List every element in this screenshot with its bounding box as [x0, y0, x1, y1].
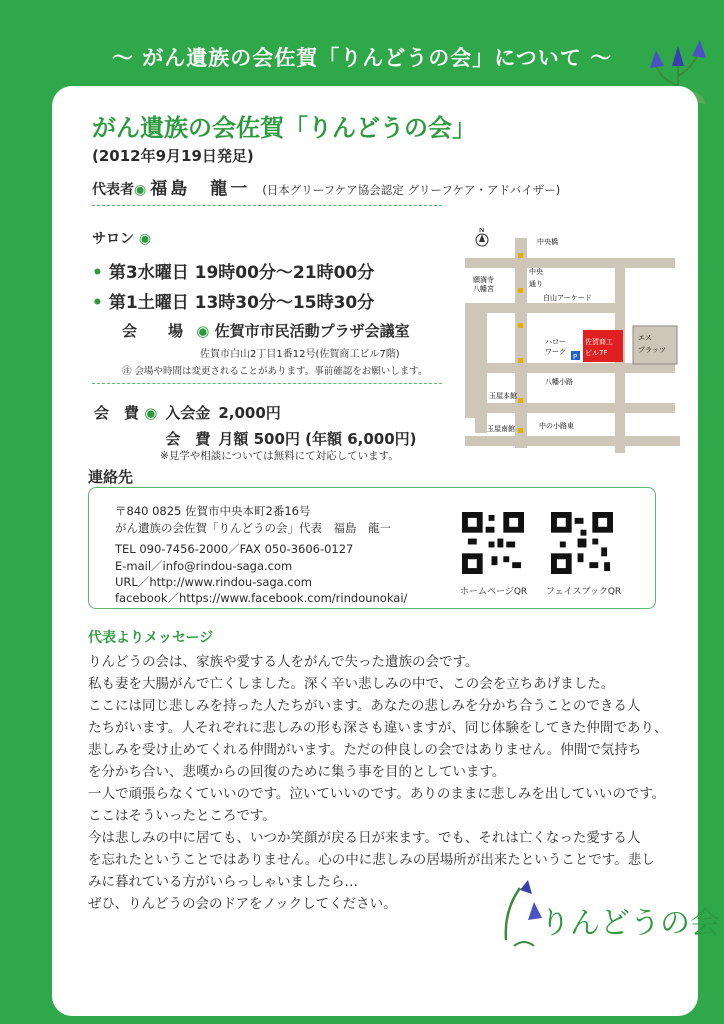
- contact-facebook[interactable]: facebook／https://www.facebook.com/rindounokai/: [115, 591, 408, 605]
- monthly-fee-value: 月額 500円 (年額 6,000円): [218, 430, 417, 448]
- message-line: 今は悲しみの中に居ても、いつか笑顔が戻る日が来ます。でも、それは亡くなった愛する人: [88, 830, 641, 846]
- fees-table: 会 費 ◉ 入会金 2,000円 会 費 月額 500円 (年額 6,000円): [92, 399, 425, 453]
- contact-postal: 〒840 0825 佐賀市中央本町2番16号: [115, 504, 311, 518]
- message-line: を分かち合い、悲嘆からの回復のために集う事を目的としています。: [88, 764, 506, 780]
- message-line: 悲しみを受け止めてくれる仲間がいます。ただの仲良しの会ではありません。仲間で気持ち: [88, 742, 642, 758]
- venue-line: 会 場 ◉ 佐賀市市民活動プラザ会議室: [122, 322, 410, 340]
- svg-text:玉屋南館: 玉屋南館: [487, 425, 515, 433]
- svg-text:通り: 通り: [529, 280, 543, 288]
- svg-text:中央橋: 中央橋: [537, 238, 558, 246]
- monthly-fee-label: 会 費: [165, 430, 211, 448]
- svg-text:プラッツ: プラッツ: [638, 346, 666, 354]
- location-map: [455, 228, 680, 456]
- message-line: たちがいます。人それぞれに悲しみの形も深さも違いますが、同じ体験をしてきた仲間であり、: [88, 720, 668, 736]
- homepage-qr-caption: ホームページQR: [460, 587, 528, 597]
- message-line: ぜひ、りんどうの会のドアをノックしてください。: [88, 896, 397, 912]
- representative-line: [92, 174, 560, 199]
- bullet-icon: ◉: [134, 182, 147, 198]
- founded-date: (2012年9月19日発足): [92, 147, 254, 165]
- facebook-qr-caption: フェイスブックQR: [546, 587, 622, 597]
- dot-icon: •: [92, 293, 103, 313]
- svg-text:佐賀商工: 佐賀商工: [585, 338, 613, 346]
- schedule-item: • 第3水曜日 19時00分〜21時00分: [92, 263, 375, 283]
- contact-org: がん遺族の会佐賀「りんどうの会」代表 福島 龍一: [115, 521, 391, 535]
- bullet-icon: ◉: [144, 404, 158, 422]
- venue-address: 佐賀市白山2丁目1番12号(佐賀商工ビル7階): [200, 349, 400, 360]
- divider: [92, 205, 442, 206]
- svg-text:中の小路東: 中の小路東: [539, 422, 574, 430]
- message-line: 一人で頑張らなくていいのです。泣いていいのです。ありのままに悲しみを出していいのです。: [88, 786, 666, 802]
- bullet-icon: ◉: [138, 231, 152, 247]
- dot-icon: •: [92, 263, 103, 283]
- svg-text:ワーク: ワーク: [545, 348, 566, 356]
- venue-note: ㊟ 会場や時間は変更されることがあります。事前確認をお願いします。: [122, 366, 428, 377]
- fees-note: ※見学や相談については無料にて対応しています。: [160, 450, 399, 462]
- message-line: ここには同じ悲しみを持った人たちがいます。あなたの悲しみを分かち合うことのできる人: [88, 698, 641, 714]
- message-line: 私も妻を大腸がんで亡くしました。深く辛い悲しみの中で、この会を立ちあげました。: [88, 676, 615, 692]
- facebook-qr-icon[interactable]: [551, 512, 613, 574]
- svg-text:ビル7F: ビル7F: [585, 349, 608, 357]
- message-line: を忘れたということではありません。心の中に悲しみの居場所が出来たということです。悲し: [88, 852, 655, 868]
- message-line: ここはそういったところです。: [88, 808, 276, 824]
- entry-fee-value: 2,000円: [218, 404, 281, 422]
- message-line: みに暮れている方がいらっしゃいましたら…: [88, 874, 358, 890]
- rep-name: 福島 龍一: [150, 179, 251, 199]
- contact-tel: TEL 090-7456-2000／FAX 050-3606-0127: [115, 542, 354, 556]
- page-title: がん遺族の会佐賀「りんどうの会」: [92, 114, 476, 142]
- svg-text:白山アーケード: 白山アーケード: [543, 294, 592, 302]
- svg-text:P: P: [573, 353, 578, 361]
- divider: [92, 383, 442, 384]
- rep-label: 代表者: [92, 182, 134, 198]
- svg-text:中央: 中央: [529, 268, 543, 276]
- message-heading: 代表よりメッセージ: [88, 630, 214, 646]
- svg-text:願満寺: 願満寺: [473, 276, 494, 284]
- bullet-icon: ◉: [196, 322, 210, 340]
- venue-name: 佐賀市市民活動プラザ会議室: [214, 322, 410, 340]
- homepage-qr-icon[interactable]: [462, 512, 524, 574]
- svg-text:エス: エス: [638, 334, 652, 342]
- rep-certification: (日本グリーフケア協会認定 グリーフケア・アドバイザー): [262, 183, 561, 197]
- logo-text: りんどうの会: [540, 906, 720, 941]
- contact-heading: 連絡先: [88, 468, 134, 486]
- svg-text:八幡宮: 八幡宮: [473, 285, 494, 293]
- svg-text:N: N: [479, 228, 485, 234]
- contact-url[interactable]: URL／http://www.rindou-saga.com: [115, 575, 312, 589]
- message-line: りんどうの会は、家族や愛する人をがんで失った遺族の会です。: [88, 654, 479, 670]
- entry-fee-label: 入会金: [165, 404, 211, 422]
- svg-text:ハロー: ハロー: [545, 338, 566, 346]
- svg-text:八幡小路: 八幡小路: [545, 378, 573, 386]
- salon-label: サロン ◉: [92, 231, 152, 247]
- svg-text:玉屋本館: 玉屋本館: [489, 392, 517, 400]
- schedule-item: • 第1土曜日 13時30分〜15時30分: [92, 293, 375, 313]
- banner-heading: 〜 がん遺族の会佐賀「りんどうの会」について 〜: [111, 46, 613, 70]
- contact-email[interactable]: E-mail／info@rindou-saga.com: [115, 559, 293, 573]
